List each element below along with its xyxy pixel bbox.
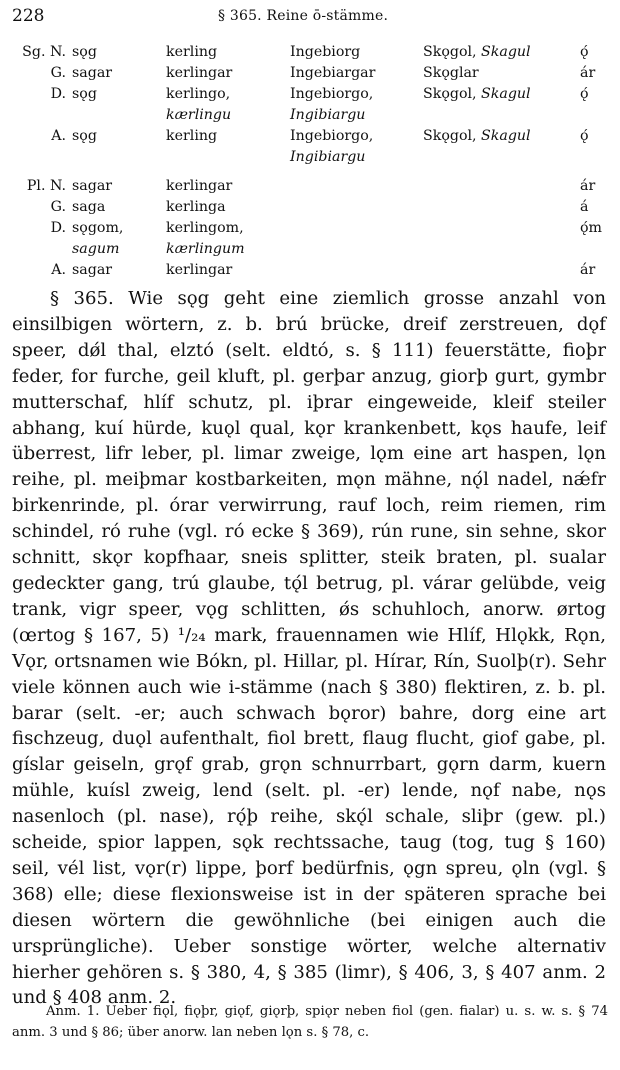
paradigm-cell: kerling <box>166 44 218 60</box>
paradigm-cell: kerling <box>166 128 218 144</box>
paradigm-cell: kerlingar <box>166 65 233 81</box>
paradigm-cell: saga <box>72 199 106 215</box>
paradigm-cell: sagar <box>72 262 113 278</box>
paradigm-cell <box>423 44 531 60</box>
table-row <box>0 199 620 220</box>
paradigm-form: Skǫgol, <box>423 86 477 102</box>
paradigm-cell: sǫgom, <box>72 220 124 236</box>
paradigm-cell: kerlingar <box>166 178 233 194</box>
paradigm-cell: Skǫglar <box>423 65 479 81</box>
case-label: Sg. N. <box>22 44 66 60</box>
paradigm-variant: Skagul <box>481 128 531 144</box>
paradigm-cell <box>423 128 531 144</box>
paradigm-variant: Skagul <box>481 86 531 102</box>
paradigm-cell: kerlingo, <box>166 86 231 102</box>
case-label: G. <box>50 199 66 215</box>
paradigm-ending: ár <box>580 178 596 194</box>
case-label: G. <box>50 65 66 81</box>
paradigm-cell: Ingibiargu <box>290 107 366 123</box>
paradigm-cell: Ingebiargar <box>290 65 376 81</box>
paradigm-cell <box>423 86 531 102</box>
paradigm-cell: kerlingar <box>166 262 233 278</box>
paradigm-cell: sagar <box>72 178 113 194</box>
paradigm-cell: sagum <box>72 241 120 257</box>
section-paragraph <box>12 286 606 1011</box>
page-header <box>10 6 610 28</box>
footnote <box>12 1001 608 1043</box>
paradigm-cell: sǫg <box>72 128 97 144</box>
paradigm-ending: ǫ́ <box>580 86 589 102</box>
table-row <box>0 149 620 170</box>
running-title: § 365. Reine ō-stämme. <box>218 8 389 24</box>
paradigm-ending: ǫ́ <box>580 128 589 144</box>
table-row <box>0 128 620 149</box>
paradigm-cell: Ingebiorg <box>290 44 361 60</box>
table-row <box>0 107 620 128</box>
paradigm-cell: Ingebiorgo, <box>290 86 374 102</box>
table-row <box>0 178 620 199</box>
table-row <box>0 44 620 65</box>
case-label: Pl. N. <box>26 178 66 194</box>
paradigm-cell: sǫg <box>72 86 97 102</box>
paradigm-variant: Skagul <box>481 44 531 60</box>
paradigm-ending: ár <box>580 262 596 278</box>
page-number: 228 <box>12 6 45 26</box>
body-text: § 365. Wie sǫg geht eine ziemlich grosse anzahl von einsilbigen wörtern, z. b. brú brücke, dreif zerstreuen, dǫf speer, dǿl thal, elztó (selt. eldtó, s. § 111) feuerstätte, fioþr feder, for furche, geil kluft, pl. gerþar anzug, giorþ gurt, gymbr mutterschaf, hlíf schutz, pl. iþrar eingeweide, kleif steiler abhang, kuí hürde, kuǫl qual, kǫr krankenbett, kǫs haufe, leif überrest, lifr leber, pl. limar zweige, lǫm eine art haspen, lǫn reihe, pl. meiþmar kostbarkeiten, mǫn mähne, nǫ́l nadel, nǽfr birkenrinde, pl. órar verwirrung, rauf loch, reim riemen, rim schindel, ró ruhe (vgl. ró ecke § 369), rún rune, sin sehne, skor schnitt, skǫr kopfhaar, sneis splitter, steik braten, pl. sualar gedeckter gang, trú glaube, tǫ́l betrug, pl. várar gelübde, veig trank, vigr speer, vǫg schlitten, ǿs schuhloch, anorw. ørtog (œrtog § 167, 5) ¹/₂₄ mark, frauennamen wie Hlíf, Hlǫkk, Rǫn, Vǫr, ortsnamen wie Bókn, pl. Hillar, pl. Hírar, Rín, Suolþ(r). Sehr viele können auch wie i-stämme (nach § 380) flektiren, z. b. pl. barar (selt. -er; auch schwach bǫror) bahre, dorg eine art fischzeug, duǫl aufenthalt, fiol brett, flaug flucht, giof gabe, pl. gíslar geiseln, grǫf grab, grǫn schnurrbart, gǫrn darm, kuern mühle, kuísl zweig, lend (selt. pl. -er) lende, nǫf nabe, nǫs nasenloch (pl. nase), rǫ́þ reihe, skǫ́l schale, sliþr (gew. pl.) scheide, spior lappen, sǫk rechtssache, taug (tog, tug § 160) seil, vél list, vǫr(r) lippe, þorf bedürfnis, ǫgn spreu, ǫln (vgl. § 368) elle; diese flexionsweise ist in der späteren sprache bei diesen wörtern die gewöhnliche (bei einigen auch die ursprüngliche). Ueber sonstige wörter, welche alternativ hierher gehören s. § 380, 4, § 385 (limr), § 406, 3, § 407 anm. 2 und § 408 anm. 2. <box>12 288 606 1009</box>
case-label: A. <box>51 262 66 278</box>
note-text: Anm. 1. Ueber fiǫl, fiǫþr, giǫf, giǫrþ, spiǫr neben fiol (gen. fialar) u. s. w. s. § 74 anm. 3 und § 86; über anorw. lan neben lǫn s. § 78, c. <box>12 1004 608 1040</box>
paradigm-cell: sagar <box>72 65 113 81</box>
table-row <box>0 241 620 262</box>
case-label: D. <box>50 86 66 102</box>
table-row <box>0 86 620 107</box>
paradigm-cell: kærlingum <box>166 241 245 257</box>
paradigm-table <box>0 44 620 283</box>
case-label: D. <box>50 220 66 236</box>
paradigm-form: Skǫgol, <box>423 128 477 144</box>
table-row <box>0 220 620 241</box>
paradigm-ending: ár <box>580 65 596 81</box>
paradigm-ending: ǫ́m <box>580 220 602 236</box>
paradigm-cell: sǫg <box>72 44 97 60</box>
table-row <box>0 65 620 86</box>
paradigm-cell: kærlingu <box>166 107 232 123</box>
paradigm-cell: Ingebiorgo, <box>290 128 374 144</box>
paradigm-form: Skǫgol, <box>423 44 477 60</box>
paradigm-cell: kerlinga <box>166 199 226 215</box>
paradigm-cell: kerlingom, <box>166 220 244 236</box>
table-row <box>0 262 620 283</box>
paradigm-cell: Ingibiargu <box>290 149 366 165</box>
paradigm-ending: ǫ́ <box>580 44 589 60</box>
case-label: A. <box>51 128 66 144</box>
paradigm-ending: á <box>580 199 589 215</box>
